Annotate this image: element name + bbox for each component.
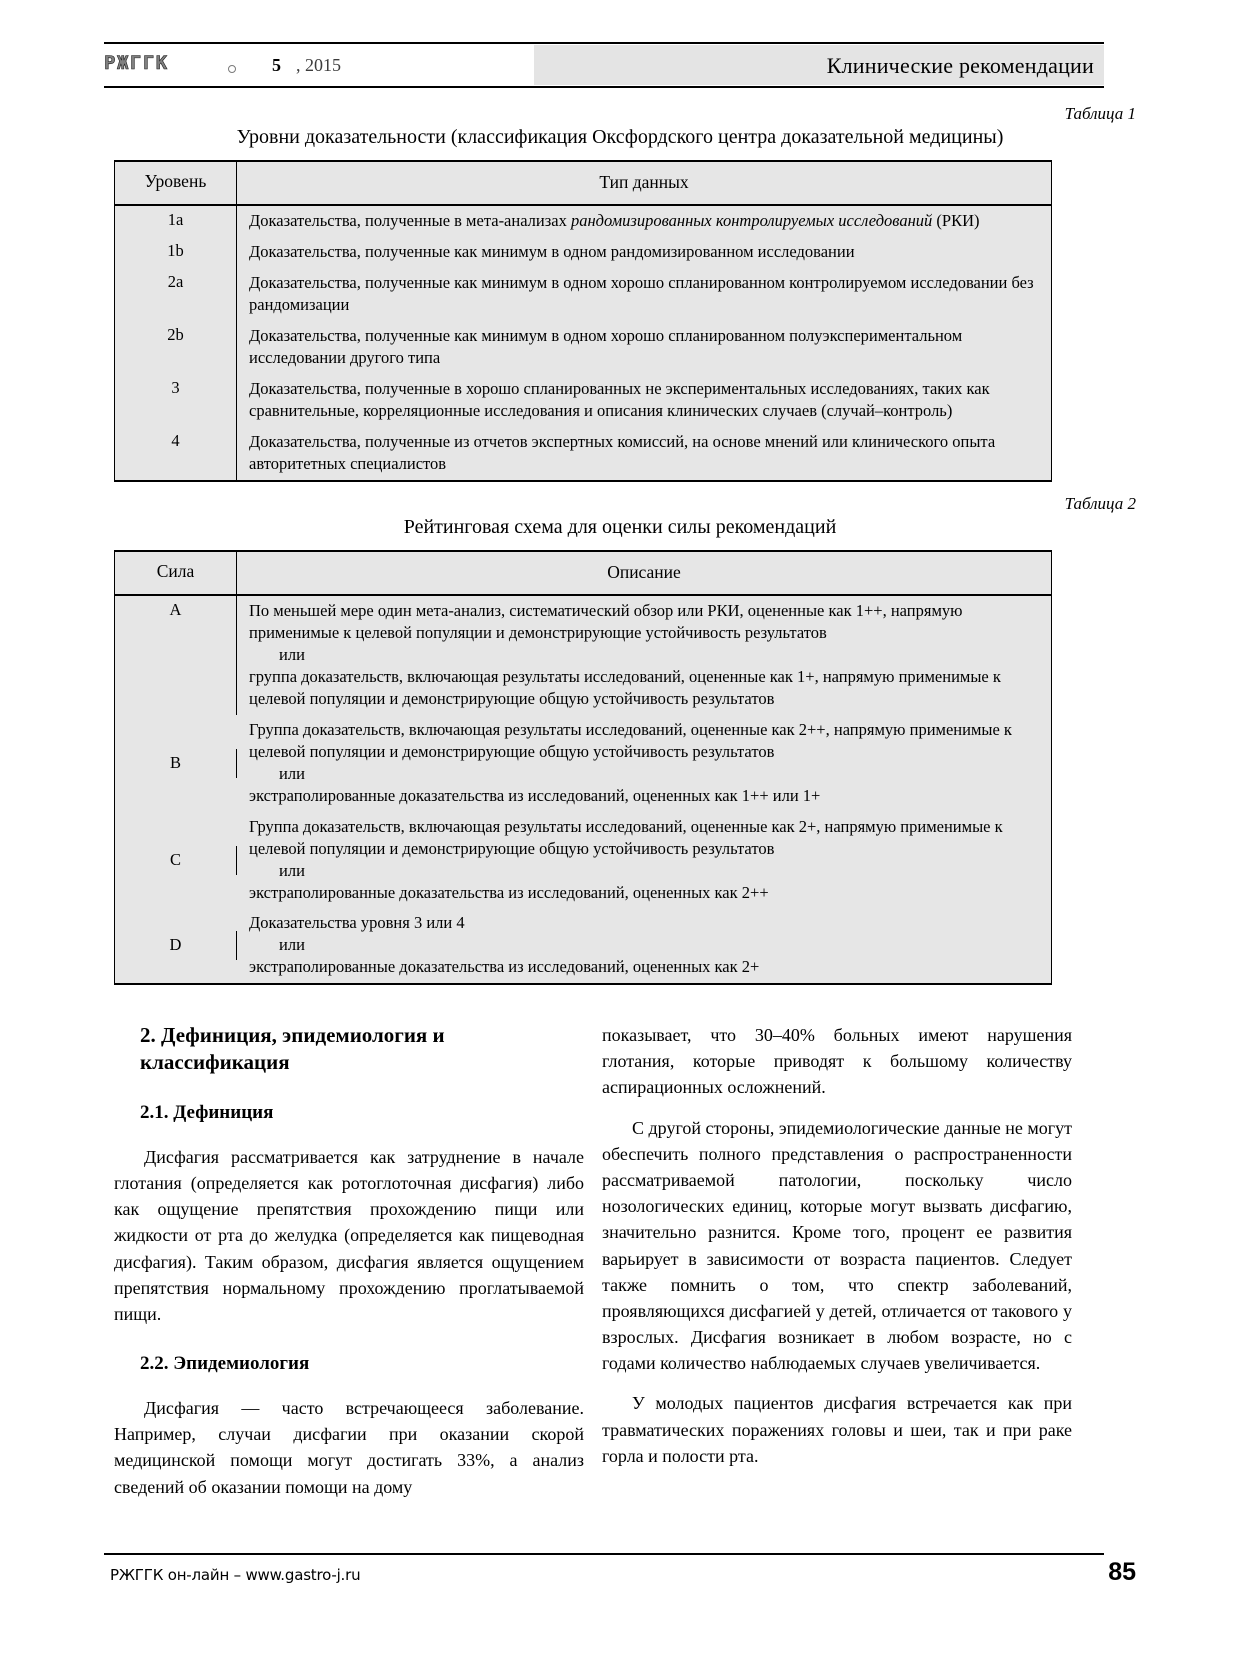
paragraph-epidemiology-2: С другой стороны, эпидемиологические данные не могут обеспечить полного представления о распространенности рассматриваемой патологии, поскольку число нозологических единиц, которые могут вызвать дисфагию, значительно разнится. Кроме того, процент ее развития варьирует в зависимости от возраста пациентов. Следует также помнить о том, что спектр заболеваний, проявляющихся дисфагией у детей, отличается от такового у взрослых. Дисфагия возникает в любом возрасте, но с годами количество наблюдаемых случаев увеличивается. bbox=[602, 1117, 1072, 1374]
table1-description: Доказательства, полученные как минимум в одном хорошо спланированном контролируемом исследовании без рандомизации bbox=[249, 273, 1034, 315]
description-part-1: Доказательства уровня 3 или 4 bbox=[249, 913, 465, 933]
table1-description: Доказательства, полученные из отчетов экспертных комиссий, на основе мнений или клинического опыта авторитетных специалистов bbox=[249, 431, 996, 473]
table2-description bbox=[237, 596, 1051, 715]
description-part-2: экстраполированные доказательства из исследований, оцененных как 2++ bbox=[249, 882, 769, 902]
table-row bbox=[115, 206, 1051, 237]
table1-number: Таблица 1 bbox=[1064, 104, 1136, 123]
journal-logo: РЖГГК bbox=[104, 52, 169, 74]
body-column-right bbox=[602, 1022, 1072, 1469]
paragraph-definition: Дисфагия рассматривается как затруднение в начале глотания (определяется как ротоглоточная дисфагия) либо как ощущение препятствия прохождению пищи или жидкости от рта до желудка (определяется как пищеводная дисфагия). Таким образом, дисфагия является ощущением препятствия нормальному прохождению проглатываемой пищи. bbox=[114, 1146, 584, 1324]
or-separator: или bbox=[279, 763, 305, 783]
heading-section-2-2: 2.2. Эпидемиология bbox=[140, 1353, 310, 1375]
table1-level: 1b bbox=[115, 237, 237, 268]
table1-col-type: Тип данных bbox=[599, 172, 689, 192]
description-part-2: группа доказательств, включающая результаты исследований, оцененные как 1+, напрямую применимые к целевой популяции и демонстрирующие общую устойчивость результатов bbox=[249, 667, 1001, 709]
table2-header-row bbox=[115, 552, 1051, 596]
table2-strength: D bbox=[115, 931, 237, 960]
table2-description bbox=[237, 715, 1051, 812]
description-part-2: экстраполированные доказательства из исследований, оцененных как 1++ или 1+ bbox=[249, 785, 821, 805]
paragraph-epidemiology-1a: Дисфагия — часто встречающееся заболевание. Например, случаи дисфагии при оказании скорой медицинской помощи могут достигать 33%, а анализ сведений об оказании помощи на дому bbox=[114, 1398, 584, 1497]
header-rule-top bbox=[104, 42, 1104, 44]
issue-number: 5 bbox=[272, 55, 281, 75]
heading-section-2: 2. Дефиниция, эпидемиология и классификация bbox=[140, 1023, 445, 1074]
table2-strength: C bbox=[115, 846, 237, 875]
table1-header-row bbox=[115, 162, 1051, 206]
table2-col-strength: Сила bbox=[115, 552, 237, 594]
or-separator: или bbox=[279, 645, 305, 665]
table2-strength: B bbox=[115, 749, 237, 778]
issue-year: , 2015 bbox=[296, 55, 341, 75]
table1-level: 1a bbox=[115, 206, 237, 237]
footer-website: РЖГГК он-лайн – www.gastro-j.ru bbox=[110, 1566, 361, 1584]
table-row bbox=[115, 427, 1051, 480]
table1-level: 2b bbox=[115, 321, 237, 374]
text-italic: рандомизированных контролируемых исследований bbox=[570, 211, 933, 231]
or-separator: или bbox=[279, 860, 305, 880]
table2-description bbox=[237, 908, 1051, 983]
table1-description: Доказательства, полученные как минимум в одном хорошо спланированном полуэкспериментальном исследовании другого типа bbox=[249, 326, 963, 367]
description-part-2: экстраполированные доказательства из исследований, оцененных как 2+ bbox=[249, 957, 760, 977]
table1-description: Доказательства, полученные как минимум в одном рандомизированном исследовании bbox=[249, 242, 855, 262]
table-row bbox=[115, 268, 1051, 321]
heading-section-2-1: 2.1. Дефиниция bbox=[140, 1101, 274, 1123]
table-row bbox=[115, 812, 1051, 909]
table1-description: Доказательства, полученные в хорошо спланированных не экспериментальных исследованиях, таких как сравнительные, корреляционные исследования и описания клинических случаев (случай–контроль) bbox=[249, 378, 990, 420]
table2-number: Таблица 2 bbox=[1064, 494, 1136, 513]
page-header bbox=[104, 42, 1104, 88]
table-row bbox=[115, 715, 1051, 812]
table2-strength: A bbox=[115, 596, 237, 715]
table2-caption: Рейтинговая схема для оценки силы рекомендаций bbox=[403, 516, 837, 538]
description-part-1: Группа доказательств, включающая результаты исследований, оцененные как 2+, напрямую применимые к целевой популяции и демонстрирующие общую устойчивость результатов bbox=[249, 816, 1003, 858]
text-plain-tail: (РКИ) bbox=[932, 211, 980, 231]
paragraph-epidemiology-1b: показывает, что 30–40% больных имеют нарушения глотания, которые приводят к большому количеству аспирационных осложнений. bbox=[602, 1025, 1072, 1098]
table-row bbox=[115, 908, 1051, 983]
table-row bbox=[115, 321, 1051, 374]
or-separator: или bbox=[279, 935, 305, 955]
text-plain-lead: Доказательства, полученные в мета-анализах bbox=[249, 211, 571, 231]
table1-caption: Уровни доказательности (классификация Оксфордского центра доказательной медицины) bbox=[236, 126, 1004, 148]
description-part-1: Группа доказательств, включающая результаты исследований, оцененные как 2++, напрямую применимые к целевой популяции и демонстрирующие общую устойчивость результатов bbox=[249, 719, 1012, 761]
table1-level: 2a bbox=[115, 268, 237, 321]
table-row bbox=[115, 237, 1051, 268]
header-section-title: Клинические рекомендации bbox=[826, 53, 1094, 78]
table-row bbox=[115, 596, 1051, 715]
table2-col-description: Описание bbox=[607, 562, 681, 582]
table2-description bbox=[237, 812, 1051, 909]
table1-description bbox=[237, 206, 1051, 237]
table-row bbox=[115, 374, 1051, 427]
table1-level: 3 bbox=[115, 374, 237, 427]
page-number: 85 bbox=[1108, 1558, 1136, 1586]
footer-rule bbox=[104, 1553, 1104, 1555]
recommendation-strength-table bbox=[114, 550, 1052, 985]
table1-col-level: Уровень bbox=[115, 162, 237, 204]
evidence-levels-table bbox=[114, 160, 1052, 482]
description-part-1: По меньшей мере один мета-анализ, систематический обзор или РКИ, оцененные как 1++, напрямую применимые к целевой популяции и демонстрирующие устойчивость результатов bbox=[249, 601, 963, 643]
header-rule-bottom bbox=[104, 86, 1104, 88]
body-column-left bbox=[114, 1022, 584, 1500]
paragraph-epidemiology-3: У молодых пациентов дисфагия встречается как при травматических поражениях головы и шеи, так и при раке горла и полости рта. bbox=[602, 1393, 1072, 1466]
table1-level: 4 bbox=[115, 427, 237, 480]
circle-bullet-icon bbox=[228, 65, 236, 73]
